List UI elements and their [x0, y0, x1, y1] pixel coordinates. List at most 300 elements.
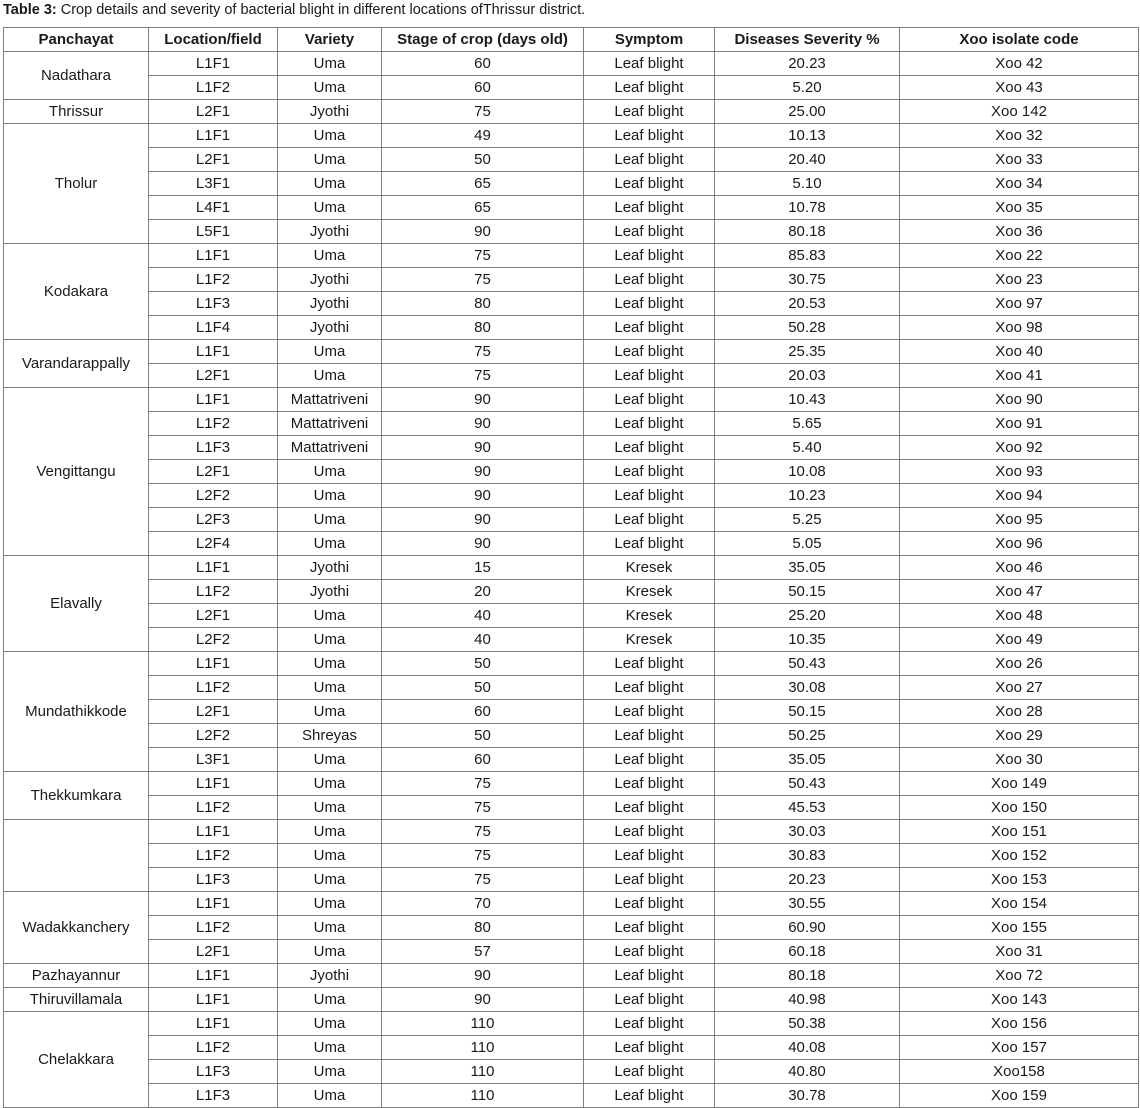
cell-location-field: L2F2 — [149, 484, 278, 508]
cell-variety: Uma — [278, 124, 382, 148]
cell-symptom: Leaf blight — [584, 820, 715, 844]
table-row — [4, 76, 1139, 100]
cell-stage: 60 — [382, 748, 584, 772]
table-row — [4, 220, 1139, 244]
cell-variety: Uma — [278, 1036, 382, 1060]
cell-isolate-code: Xoo 46 — [900, 556, 1139, 580]
cell-panchayat: Tholur — [4, 124, 149, 244]
cell-isolate-code: Xoo 156 — [900, 1012, 1139, 1036]
table-row — [4, 724, 1139, 748]
cell-stage: 75 — [382, 100, 584, 124]
table-row — [4, 1012, 1139, 1036]
cell-symptom: Leaf blight — [584, 244, 715, 268]
cell-severity: 50.15 — [715, 700, 900, 724]
cell-symptom: Leaf blight — [584, 964, 715, 988]
cell-symptom: Leaf blight — [584, 844, 715, 868]
header-variety: Variety — [278, 28, 382, 52]
cell-variety: Uma — [278, 508, 382, 532]
cell-location-field: L1F1 — [149, 772, 278, 796]
cell-variety: Uma — [278, 1084, 382, 1108]
cell-variety: Mattatriveni — [278, 412, 382, 436]
cell-symptom: Kresek — [584, 556, 715, 580]
table-row — [4, 52, 1139, 76]
cell-severity: 30.78 — [715, 1084, 900, 1108]
caption-text: Crop details and severity of bacterial blight in different locations ofThrissur district. — [56, 2, 586, 18]
table-row — [4, 892, 1139, 916]
cell-location-field: L1F1 — [149, 1012, 278, 1036]
cell-stage: 20 — [382, 580, 584, 604]
cell-variety: Uma — [278, 1060, 382, 1084]
cell-variety: Uma — [278, 172, 382, 196]
cell-symptom: Leaf blight — [584, 940, 715, 964]
cell-severity: 50.38 — [715, 1012, 900, 1036]
header-location-field: Location/field — [149, 28, 278, 52]
cell-variety: Uma — [278, 364, 382, 388]
cell-variety: Uma — [278, 820, 382, 844]
cell-isolate-code: Xoo 149 — [900, 772, 1139, 796]
cell-isolate-code: Xoo 93 — [900, 460, 1139, 484]
cell-panchayat: Wadakkanchery — [4, 892, 149, 964]
cell-stage: 80 — [382, 316, 584, 340]
cell-panchayat: Kodakara — [4, 244, 149, 340]
table-row — [4, 940, 1139, 964]
cell-stage: 75 — [382, 844, 584, 868]
cell-stage: 40 — [382, 604, 584, 628]
table-row — [4, 532, 1139, 556]
cell-stage: 80 — [382, 292, 584, 316]
table-row — [4, 868, 1139, 892]
cell-symptom: Leaf blight — [584, 748, 715, 772]
cell-stage: 65 — [382, 196, 584, 220]
cell-severity: 50.43 — [715, 772, 900, 796]
cell-severity: 5.65 — [715, 412, 900, 436]
cell-stage: 90 — [382, 508, 584, 532]
cell-location-field: L2F2 — [149, 628, 278, 652]
cell-panchayat: Thekkumkara — [4, 772, 149, 820]
table-row — [4, 844, 1139, 868]
cell-symptom: Leaf blight — [584, 436, 715, 460]
cell-severity: 60.18 — [715, 940, 900, 964]
cell-stage: 90 — [382, 436, 584, 460]
cell-panchayat: Chelakkara — [4, 1012, 149, 1108]
cell-stage: 60 — [382, 700, 584, 724]
cell-symptom: Leaf blight — [584, 124, 715, 148]
cell-severity: 10.08 — [715, 460, 900, 484]
table-row — [4, 604, 1139, 628]
table-row — [4, 796, 1139, 820]
cell-location-field: L2F1 — [149, 460, 278, 484]
cell-panchayat: Thiruvillamala — [4, 988, 149, 1012]
cell-isolate-code: Xoo 31 — [900, 940, 1139, 964]
cell-symptom: Leaf blight — [584, 388, 715, 412]
cell-symptom: Leaf blight — [584, 988, 715, 1012]
cell-location-field: L1F1 — [149, 964, 278, 988]
cell-variety: Mattatriveni — [278, 388, 382, 412]
cell-stage: 50 — [382, 676, 584, 700]
table-row — [4, 988, 1139, 1012]
cell-stage: 90 — [382, 412, 584, 436]
cell-symptom: Leaf blight — [584, 172, 715, 196]
cell-severity: 25.35 — [715, 340, 900, 364]
cell-stage: 40 — [382, 628, 584, 652]
cell-location-field: L1F3 — [149, 1060, 278, 1084]
cell-variety: Uma — [278, 796, 382, 820]
cell-location-field: L2F4 — [149, 532, 278, 556]
cell-symptom: Leaf blight — [584, 1084, 715, 1108]
cell-severity: 10.43 — [715, 388, 900, 412]
cell-symptom: Leaf blight — [584, 1036, 715, 1060]
cell-symptom: Leaf blight — [584, 484, 715, 508]
table-row — [4, 364, 1139, 388]
cell-variety: Uma — [278, 892, 382, 916]
cell-severity: 5.20 — [715, 76, 900, 100]
cell-symptom: Leaf blight — [584, 412, 715, 436]
cell-variety: Uma — [278, 940, 382, 964]
table-row — [4, 652, 1139, 676]
cell-symptom: Leaf blight — [584, 220, 715, 244]
cell-isolate-code: Xoo 49 — [900, 628, 1139, 652]
cell-panchayat: Nadathara — [4, 52, 149, 100]
cell-location-field: L3F1 — [149, 172, 278, 196]
cell-stage: 80 — [382, 916, 584, 940]
cell-variety: Uma — [278, 148, 382, 172]
cell-severity: 50.28 — [715, 316, 900, 340]
cell-isolate-code: Xoo 157 — [900, 1036, 1139, 1060]
table-row — [4, 196, 1139, 220]
cell-isolate-code: Xoo 43 — [900, 76, 1139, 100]
cell-stage: 90 — [382, 532, 584, 556]
cell-location-field: L1F1 — [149, 52, 278, 76]
header-panchayat: Panchayat — [4, 28, 149, 52]
cell-isolate-code: Xoo 154 — [900, 892, 1139, 916]
table-row — [4, 556, 1139, 580]
cell-isolate-code: Xoo 97 — [900, 292, 1139, 316]
cell-variety: Jyothi — [278, 580, 382, 604]
cell-isolate-code: Xoo 42 — [900, 52, 1139, 76]
cell-stage: 90 — [382, 460, 584, 484]
cell-severity: 35.05 — [715, 748, 900, 772]
table-row — [4, 820, 1139, 844]
cell-location-field: L1F2 — [149, 76, 278, 100]
cell-isolate-code: Xoo 41 — [900, 364, 1139, 388]
cell-isolate-code: Xoo 150 — [900, 796, 1139, 820]
cell-stage: 57 — [382, 940, 584, 964]
cell-symptom: Leaf blight — [584, 676, 715, 700]
cell-location-field: L1F3 — [149, 868, 278, 892]
cell-isolate-code: Xoo 28 — [900, 700, 1139, 724]
cell-location-field: L2F1 — [149, 148, 278, 172]
cell-variety: Uma — [278, 76, 382, 100]
cell-isolate-code: Xoo 33 — [900, 148, 1139, 172]
cell-severity: 30.83 — [715, 844, 900, 868]
table-row — [4, 508, 1139, 532]
cell-severity: 20.40 — [715, 148, 900, 172]
cell-location-field: L1F1 — [149, 652, 278, 676]
cell-severity: 20.23 — [715, 52, 900, 76]
cell-symptom: Leaf blight — [584, 1012, 715, 1036]
cell-stage: 75 — [382, 772, 584, 796]
cell-severity: 25.20 — [715, 604, 900, 628]
cell-variety: Uma — [278, 196, 382, 220]
cell-symptom: Leaf blight — [584, 796, 715, 820]
cell-variety: Jyothi — [278, 556, 382, 580]
cell-symptom: Leaf blight — [584, 532, 715, 556]
cell-variety: Uma — [278, 52, 382, 76]
cell-isolate-code: Xoo 72 — [900, 964, 1139, 988]
cell-stage: 50 — [382, 652, 584, 676]
cell-variety: Jyothi — [278, 964, 382, 988]
cell-isolate-code: Xoo 94 — [900, 484, 1139, 508]
cell-severity: 5.05 — [715, 532, 900, 556]
cell-panchayat: Elavally — [4, 556, 149, 652]
table-row — [4, 460, 1139, 484]
cell-variety: Uma — [278, 460, 382, 484]
cell-isolate-code: Xoo 27 — [900, 676, 1139, 700]
table-row — [4, 772, 1139, 796]
cell-symptom: Leaf blight — [584, 916, 715, 940]
table-row — [4, 484, 1139, 508]
table-row — [4, 700, 1139, 724]
cell-stage: 75 — [382, 820, 584, 844]
cell-stage: 90 — [382, 988, 584, 1012]
cell-isolate-code: Xoo 92 — [900, 436, 1139, 460]
cell-location-field: L1F3 — [149, 1084, 278, 1108]
cell-location-field: L3F1 — [149, 748, 278, 772]
cell-location-field: L1F2 — [149, 844, 278, 868]
cell-location-field: L1F2 — [149, 916, 278, 940]
cell-severity: 5.25 — [715, 508, 900, 532]
cell-severity: 85.83 — [715, 244, 900, 268]
cell-severity: 35.05 — [715, 556, 900, 580]
cell-variety: Uma — [278, 244, 382, 268]
cell-stage: 75 — [382, 340, 584, 364]
cell-severity: 30.08 — [715, 676, 900, 700]
cell-severity: 60.90 — [715, 916, 900, 940]
cell-stage: 75 — [382, 868, 584, 892]
cell-isolate-code: Xoo 143 — [900, 988, 1139, 1012]
cell-variety: Uma — [278, 916, 382, 940]
cell-stage: 60 — [382, 76, 584, 100]
cell-location-field: L1F2 — [149, 796, 278, 820]
cell-variety: Uma — [278, 988, 382, 1012]
cell-severity: 5.40 — [715, 436, 900, 460]
cell-stage: 75 — [382, 364, 584, 388]
cell-isolate-code: Xoo 98 — [900, 316, 1139, 340]
cell-severity: 25.00 — [715, 100, 900, 124]
cell-isolate-code: Xoo 96 — [900, 532, 1139, 556]
cell-location-field: L1F3 — [149, 292, 278, 316]
cell-symptom: Leaf blight — [584, 700, 715, 724]
cell-symptom: Leaf blight — [584, 1060, 715, 1084]
cell-location-field: L1F1 — [149, 388, 278, 412]
cell-location-field: L1F4 — [149, 316, 278, 340]
cell-severity: 30.03 — [715, 820, 900, 844]
cell-variety: Uma — [278, 484, 382, 508]
cell-stage: 110 — [382, 1012, 584, 1036]
cell-severity: 40.98 — [715, 988, 900, 1012]
cell-severity: 50.43 — [715, 652, 900, 676]
cell-symptom: Leaf blight — [584, 268, 715, 292]
cell-variety: Uma — [278, 628, 382, 652]
cell-symptom: Leaf blight — [584, 100, 715, 124]
cell-location-field: L1F1 — [149, 340, 278, 364]
cell-location-field: L1F1 — [149, 556, 278, 580]
cell-isolate-code: Xoo 29 — [900, 724, 1139, 748]
cell-variety: Uma — [278, 700, 382, 724]
table-row — [4, 964, 1139, 988]
cell-location-field: L4F1 — [149, 196, 278, 220]
cell-severity: 80.18 — [715, 220, 900, 244]
cell-variety: Uma — [278, 532, 382, 556]
cell-isolate-code: Xoo 159 — [900, 1084, 1139, 1108]
cell-location-field: L1F2 — [149, 1036, 278, 1060]
cell-symptom: Kresek — [584, 628, 715, 652]
cell-stage: 49 — [382, 124, 584, 148]
crop-details-table — [3, 27, 1139, 1108]
cell-stage: 110 — [382, 1036, 584, 1060]
cell-symptom: Leaf blight — [584, 892, 715, 916]
cell-variety: Uma — [278, 652, 382, 676]
table-row — [4, 100, 1139, 124]
cell-stage: 60 — [382, 52, 584, 76]
table-row — [4, 1036, 1139, 1060]
table-row — [4, 388, 1139, 412]
cell-panchayat: Mundathikkode — [4, 652, 149, 772]
cell-variety: Jyothi — [278, 100, 382, 124]
cell-location-field: L1F3 — [149, 436, 278, 460]
cell-severity: 50.15 — [715, 580, 900, 604]
table-row — [4, 244, 1139, 268]
cell-location-field: L1F2 — [149, 268, 278, 292]
cell-location-field: L2F2 — [149, 724, 278, 748]
cell-isolate-code: Xoo 32 — [900, 124, 1139, 148]
cell-severity: 40.80 — [715, 1060, 900, 1084]
cell-location-field: L1F2 — [149, 580, 278, 604]
cell-location-field: L1F2 — [149, 412, 278, 436]
table-row — [4, 268, 1139, 292]
cell-stage: 90 — [382, 388, 584, 412]
cell-symptom: Leaf blight — [584, 364, 715, 388]
table-row — [4, 628, 1139, 652]
cell-isolate-code: Xoo 47 — [900, 580, 1139, 604]
cell-variety: Jyothi — [278, 316, 382, 340]
cell-severity: 10.23 — [715, 484, 900, 508]
cell-variety: Uma — [278, 772, 382, 796]
header-symptom: Symptom — [584, 28, 715, 52]
cell-symptom: Leaf blight — [584, 460, 715, 484]
cell-symptom: Kresek — [584, 604, 715, 628]
cell-stage: 70 — [382, 892, 584, 916]
cell-symptom: Leaf blight — [584, 724, 715, 748]
cell-panchayat — [4, 820, 149, 892]
cell-isolate-code: Xoo 155 — [900, 916, 1139, 940]
cell-severity: 20.03 — [715, 364, 900, 388]
cell-stage: 75 — [382, 268, 584, 292]
table-row — [4, 340, 1139, 364]
cell-location-field: L1F2 — [149, 676, 278, 700]
cell-severity: 10.13 — [715, 124, 900, 148]
cell-stage: 110 — [382, 1060, 584, 1084]
cell-symptom: Leaf blight — [584, 148, 715, 172]
table-row — [4, 580, 1139, 604]
table-body — [4, 52, 1139, 1108]
cell-severity: 20.53 — [715, 292, 900, 316]
table-row — [4, 676, 1139, 700]
cell-severity: 50.25 — [715, 724, 900, 748]
cell-variety: Uma — [278, 676, 382, 700]
cell-location-field: L1F1 — [149, 820, 278, 844]
cell-stage: 90 — [382, 964, 584, 988]
cell-symptom: Leaf blight — [584, 76, 715, 100]
cell-isolate-code: Xoo 30 — [900, 748, 1139, 772]
header-disease-severity: Diseases Severity % — [715, 28, 900, 52]
cell-symptom: Leaf blight — [584, 316, 715, 340]
cell-stage: 90 — [382, 484, 584, 508]
cell-panchayat: Varandarappally — [4, 340, 149, 388]
cell-severity: 5.10 — [715, 172, 900, 196]
cell-severity: 10.35 — [715, 628, 900, 652]
cell-location-field: L2F1 — [149, 700, 278, 724]
table-row — [4, 748, 1139, 772]
cell-isolate-code: Xoo 35 — [900, 196, 1139, 220]
table-row — [4, 916, 1139, 940]
cell-symptom: Leaf blight — [584, 772, 715, 796]
cell-variety: Jyothi — [278, 220, 382, 244]
cell-stage: 75 — [382, 244, 584, 268]
cell-location-field: L2F1 — [149, 364, 278, 388]
cell-severity: 30.55 — [715, 892, 900, 916]
cell-variety: Uma — [278, 844, 382, 868]
cell-severity: 45.53 — [715, 796, 900, 820]
table-row — [4, 1084, 1139, 1108]
table-row — [4, 124, 1139, 148]
cell-location-field: L2F1 — [149, 604, 278, 628]
cell-variety: Uma — [278, 1012, 382, 1036]
cell-isolate-code: Xoo 153 — [900, 868, 1139, 892]
cell-stage: 65 — [382, 172, 584, 196]
cell-location-field: L1F1 — [149, 124, 278, 148]
cell-stage: 50 — [382, 148, 584, 172]
cell-isolate-code: Xoo 23 — [900, 268, 1139, 292]
cell-symptom: Leaf blight — [584, 868, 715, 892]
cell-symptom: Leaf blight — [584, 52, 715, 76]
table-row — [4, 316, 1139, 340]
caption-label: Table 3: — [3, 2, 57, 18]
cell-stage: 75 — [382, 796, 584, 820]
cell-symptom: Leaf blight — [584, 196, 715, 220]
cell-symptom: Leaf blight — [584, 652, 715, 676]
table-row — [4, 172, 1139, 196]
table-row — [4, 1060, 1139, 1084]
cell-variety: Mattatriveni — [278, 436, 382, 460]
cell-severity: 10.78 — [715, 196, 900, 220]
cell-variety: Jyothi — [278, 268, 382, 292]
cell-variety: Uma — [278, 340, 382, 364]
cell-variety: Uma — [278, 604, 382, 628]
cell-isolate-code: Xoo 22 — [900, 244, 1139, 268]
cell-symptom: Leaf blight — [584, 508, 715, 532]
cell-severity: 40.08 — [715, 1036, 900, 1060]
cell-location-field: L2F1 — [149, 940, 278, 964]
cell-location-field: L5F1 — [149, 220, 278, 244]
cell-isolate-code: Xoo 95 — [900, 508, 1139, 532]
cell-stage: 110 — [382, 1084, 584, 1108]
cell-location-field: L2F3 — [149, 508, 278, 532]
cell-isolate-code: Xoo 48 — [900, 604, 1139, 628]
cell-location-field: L2F1 — [149, 100, 278, 124]
cell-severity: 20.23 — [715, 868, 900, 892]
cell-isolate-code: Xoo 36 — [900, 220, 1139, 244]
